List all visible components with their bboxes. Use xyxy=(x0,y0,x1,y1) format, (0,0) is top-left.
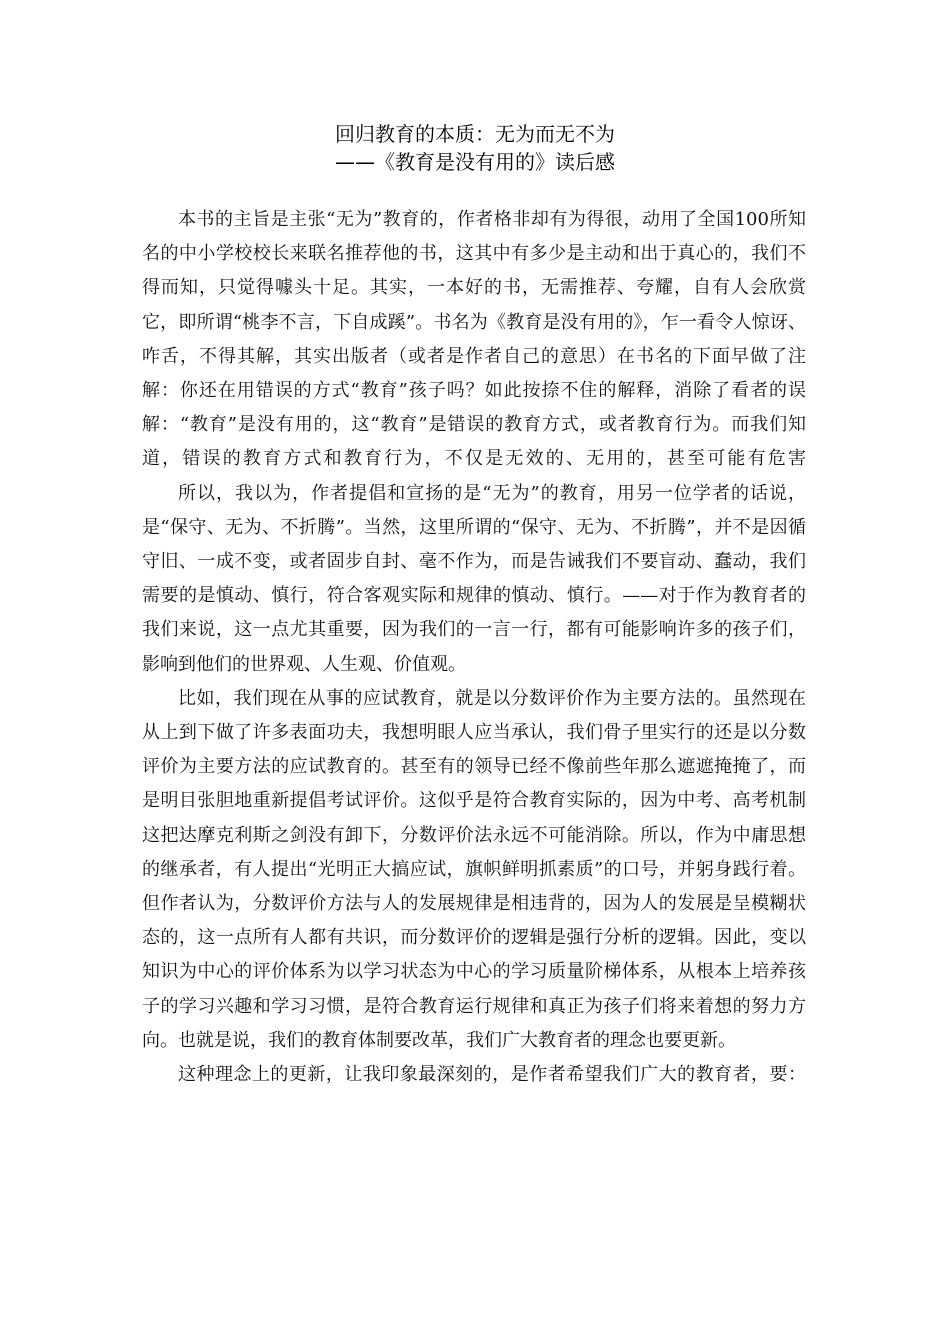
document-title xyxy=(0,120,950,176)
title-subtitle: ——《教育是没有用的》读后感 xyxy=(335,150,615,174)
document-body xyxy=(142,203,806,1092)
paragraph-3: 比如，我们现在从事的应试教育，就是以分数评价作为主要方法的。虽然现在从上到下做了许多表面功夫，我想明眼人应当承认，我们骨子里实行的还是以分数评价为主要方法的应试教育的。甚至有的领导已经不像前些年那么遮遮掩掩了，而是明目张胆地重新提倡考试评价。这似乎是符合教育实际的，因为中考、高考机制这把达摩克利斯之剑没有卸下，分数评价法永远不可能消除。所以，作为中庸思想的继承者，有人提出“光明正大搞应试，旗帜鲜明抓素质”的口号，并躬身践行着。但作者认为，分数评价方法与人的发展规律是相违背的，因为人的发展是呈模糊状态的，这一点所有人都有共识，而分数评价的逻辑是强行分析的逻辑。因此，变以知识为中心的评价体系为以学习状态为中心的学习质量阶梯体系，从根本上培养孩子的学习兴趣和学习习惯，是符合教育运行规律和真正为孩子们将来着想的努力方向。也就是说，我们的教育体制要改革，我们广大教育者的理念也要更新。 xyxy=(142,687,806,1051)
paragraph-1: 本书的主旨是主张“无为”教育的，作者格非却有为得很，动用了全国100所知名的中小学校校长来联名推荐他的书，这其中有多少是主动和出于真心的，我们不得而知，只觉得噱头十足。其实，一本好的书，无需推荐、夸耀，自有人会欣赏它，即所谓“桃李不言，下自成蹊”。书名为《教育是没有用的》，乍一看令人惊讶、咋舌，不得其解，其实出版者（或者是作者自己的意思）在书名的下面早做了注解：你还在用错误的方式“教育”孩子吗？如此按捺不住的解释，消除了看者的误解：“教育”是没有用的，这“教育”是错误的教育方式，或者教育行为。而我们知道，错误的教育方式和教育行为，不仅是无效的、无用的，甚至可能有危害 xyxy=(142,209,806,470)
paragraph-2: 所以，我以为，作者提倡和宣扬的是“无为”的教育，用另一位学者的话说，是“保守、无为、不折腾”。当然，这里所谓的“保守、无为、不折腾”，并不是因循守旧、一成不变，或者固步自封、毫不作为，而是告诫我们不要盲动、蠢动，我们需要的是慎动、慎行，符合客观实际和规律的慎动、慎行。——对于作为教育者的我们来说，这一点尤其重要，因为我们的一言一行，都有可能影响许多的孩子们，影响到他们的世界观、人生观、价值观。 xyxy=(142,482,806,675)
paragraph-4: 这种理念上的更新，让我印象最深刻的，是作者希望我们广大的教育者，要： xyxy=(178,1064,806,1086)
title-main: 回归教育的本质：无为而无不为 xyxy=(335,122,615,146)
